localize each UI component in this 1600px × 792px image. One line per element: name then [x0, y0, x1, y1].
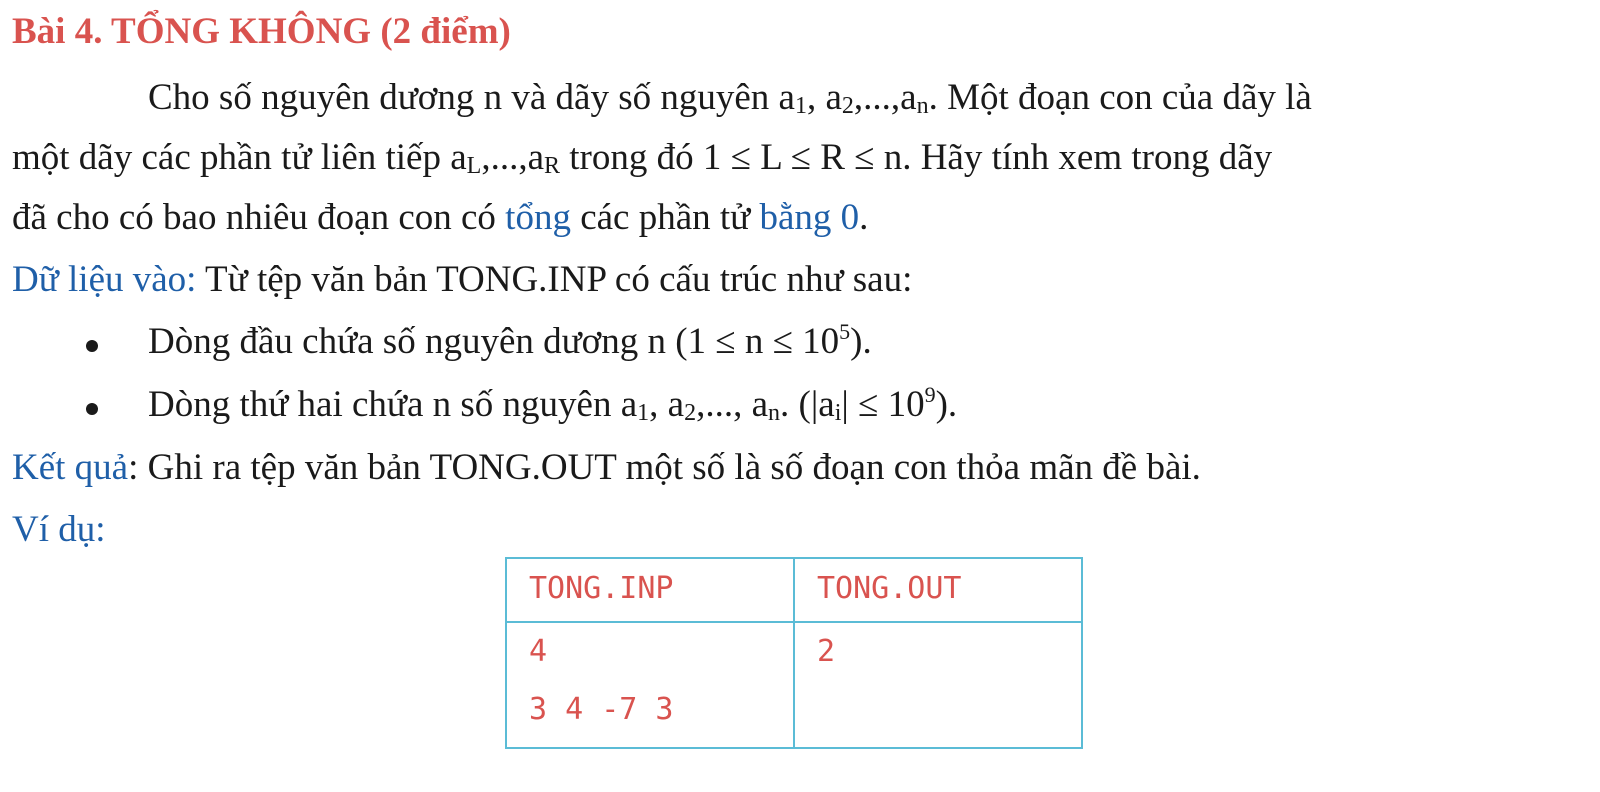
subscript: 1	[637, 400, 650, 426]
problem-title: Bài 4. TỔNG KHÔNG (2 điểm)	[12, 11, 511, 52]
table-row	[506, 622, 1082, 748]
text: một dãy các phần tử liên tiếp a	[12, 137, 467, 178]
example-label: Ví dụ:	[12, 509, 106, 550]
text: | ≤ 10	[841, 384, 925, 425]
output-label: Kết quả	[12, 447, 129, 488]
table-cell-output	[794, 622, 1082, 748]
bullet-item-2	[148, 383, 957, 427]
table-header-row	[506, 558, 1082, 622]
highlight-bang-0: bằng 0	[759, 197, 860, 238]
text: ,..., a	[696, 384, 769, 425]
subscript: L	[466, 153, 482, 179]
subscript: 2	[841, 93, 854, 119]
example-table	[505, 557, 1083, 749]
input-section	[12, 258, 912, 302]
text: các phần tử	[570, 197, 760, 238]
output-section	[12, 446, 1201, 490]
statement-line-1	[148, 76, 1312, 120]
bullet-item-1	[148, 320, 872, 364]
text: ,...,a	[481, 137, 545, 178]
text: Dòng đầu chứa số nguyên dương n (1 ≤ n ≤ 10	[148, 321, 840, 362]
text: ).	[850, 321, 872, 362]
input-line-1: 4	[529, 634, 548, 669]
subscript: 2	[684, 400, 697, 426]
bullet-dot-icon	[86, 403, 98, 415]
table-header-output: TONG.OUT	[794, 558, 1082, 622]
subscript: n	[768, 400, 781, 426]
subscript: n	[916, 93, 929, 119]
table-cell-input	[506, 622, 794, 748]
text: Cho số nguyên dương n và dãy số nguyên a	[148, 77, 795, 118]
text: . Một đoạn con của dãy là	[928, 77, 1312, 118]
text: . (|a	[780, 384, 835, 425]
superscript: 5	[839, 319, 851, 344]
input-line-2: 3 4 -7 3	[529, 692, 674, 727]
output-text: : Ghi ra tệp văn bản TONG.OUT một số là số đoạn con thỏa mãn đề bài.	[128, 447, 1201, 488]
bullet-dot-icon	[86, 340, 98, 352]
input-label: Dữ liệu vào:	[12, 259, 197, 300]
text: .	[859, 197, 869, 238]
highlight-tong: tổng	[505, 197, 571, 238]
text: , a	[806, 77, 842, 118]
table-header-input: TONG.INP	[506, 558, 794, 622]
text: ,...,a	[853, 77, 917, 118]
subscript: R	[544, 153, 561, 179]
text: Dòng thứ hai chứa n số nguyên a	[148, 384, 638, 425]
superscript: 9	[924, 382, 936, 407]
text: đã cho có bao nhiêu đoạn con có	[12, 197, 506, 238]
text: trong đó 1 ≤ L ≤ R ≤ n. Hãy tính xem trong dãy	[560, 137, 1273, 178]
output-line-1: 2	[817, 634, 836, 669]
statement-line-3	[12, 196, 868, 240]
subscript: i	[834, 400, 842, 426]
statement-line-2	[12, 136, 1272, 180]
text: , a	[649, 384, 685, 425]
text: ).	[935, 384, 958, 425]
input-text: Từ tệp văn bản TONG.INP có cấu trúc như sau:	[196, 259, 913, 300]
subscript: 1	[794, 93, 807, 119]
